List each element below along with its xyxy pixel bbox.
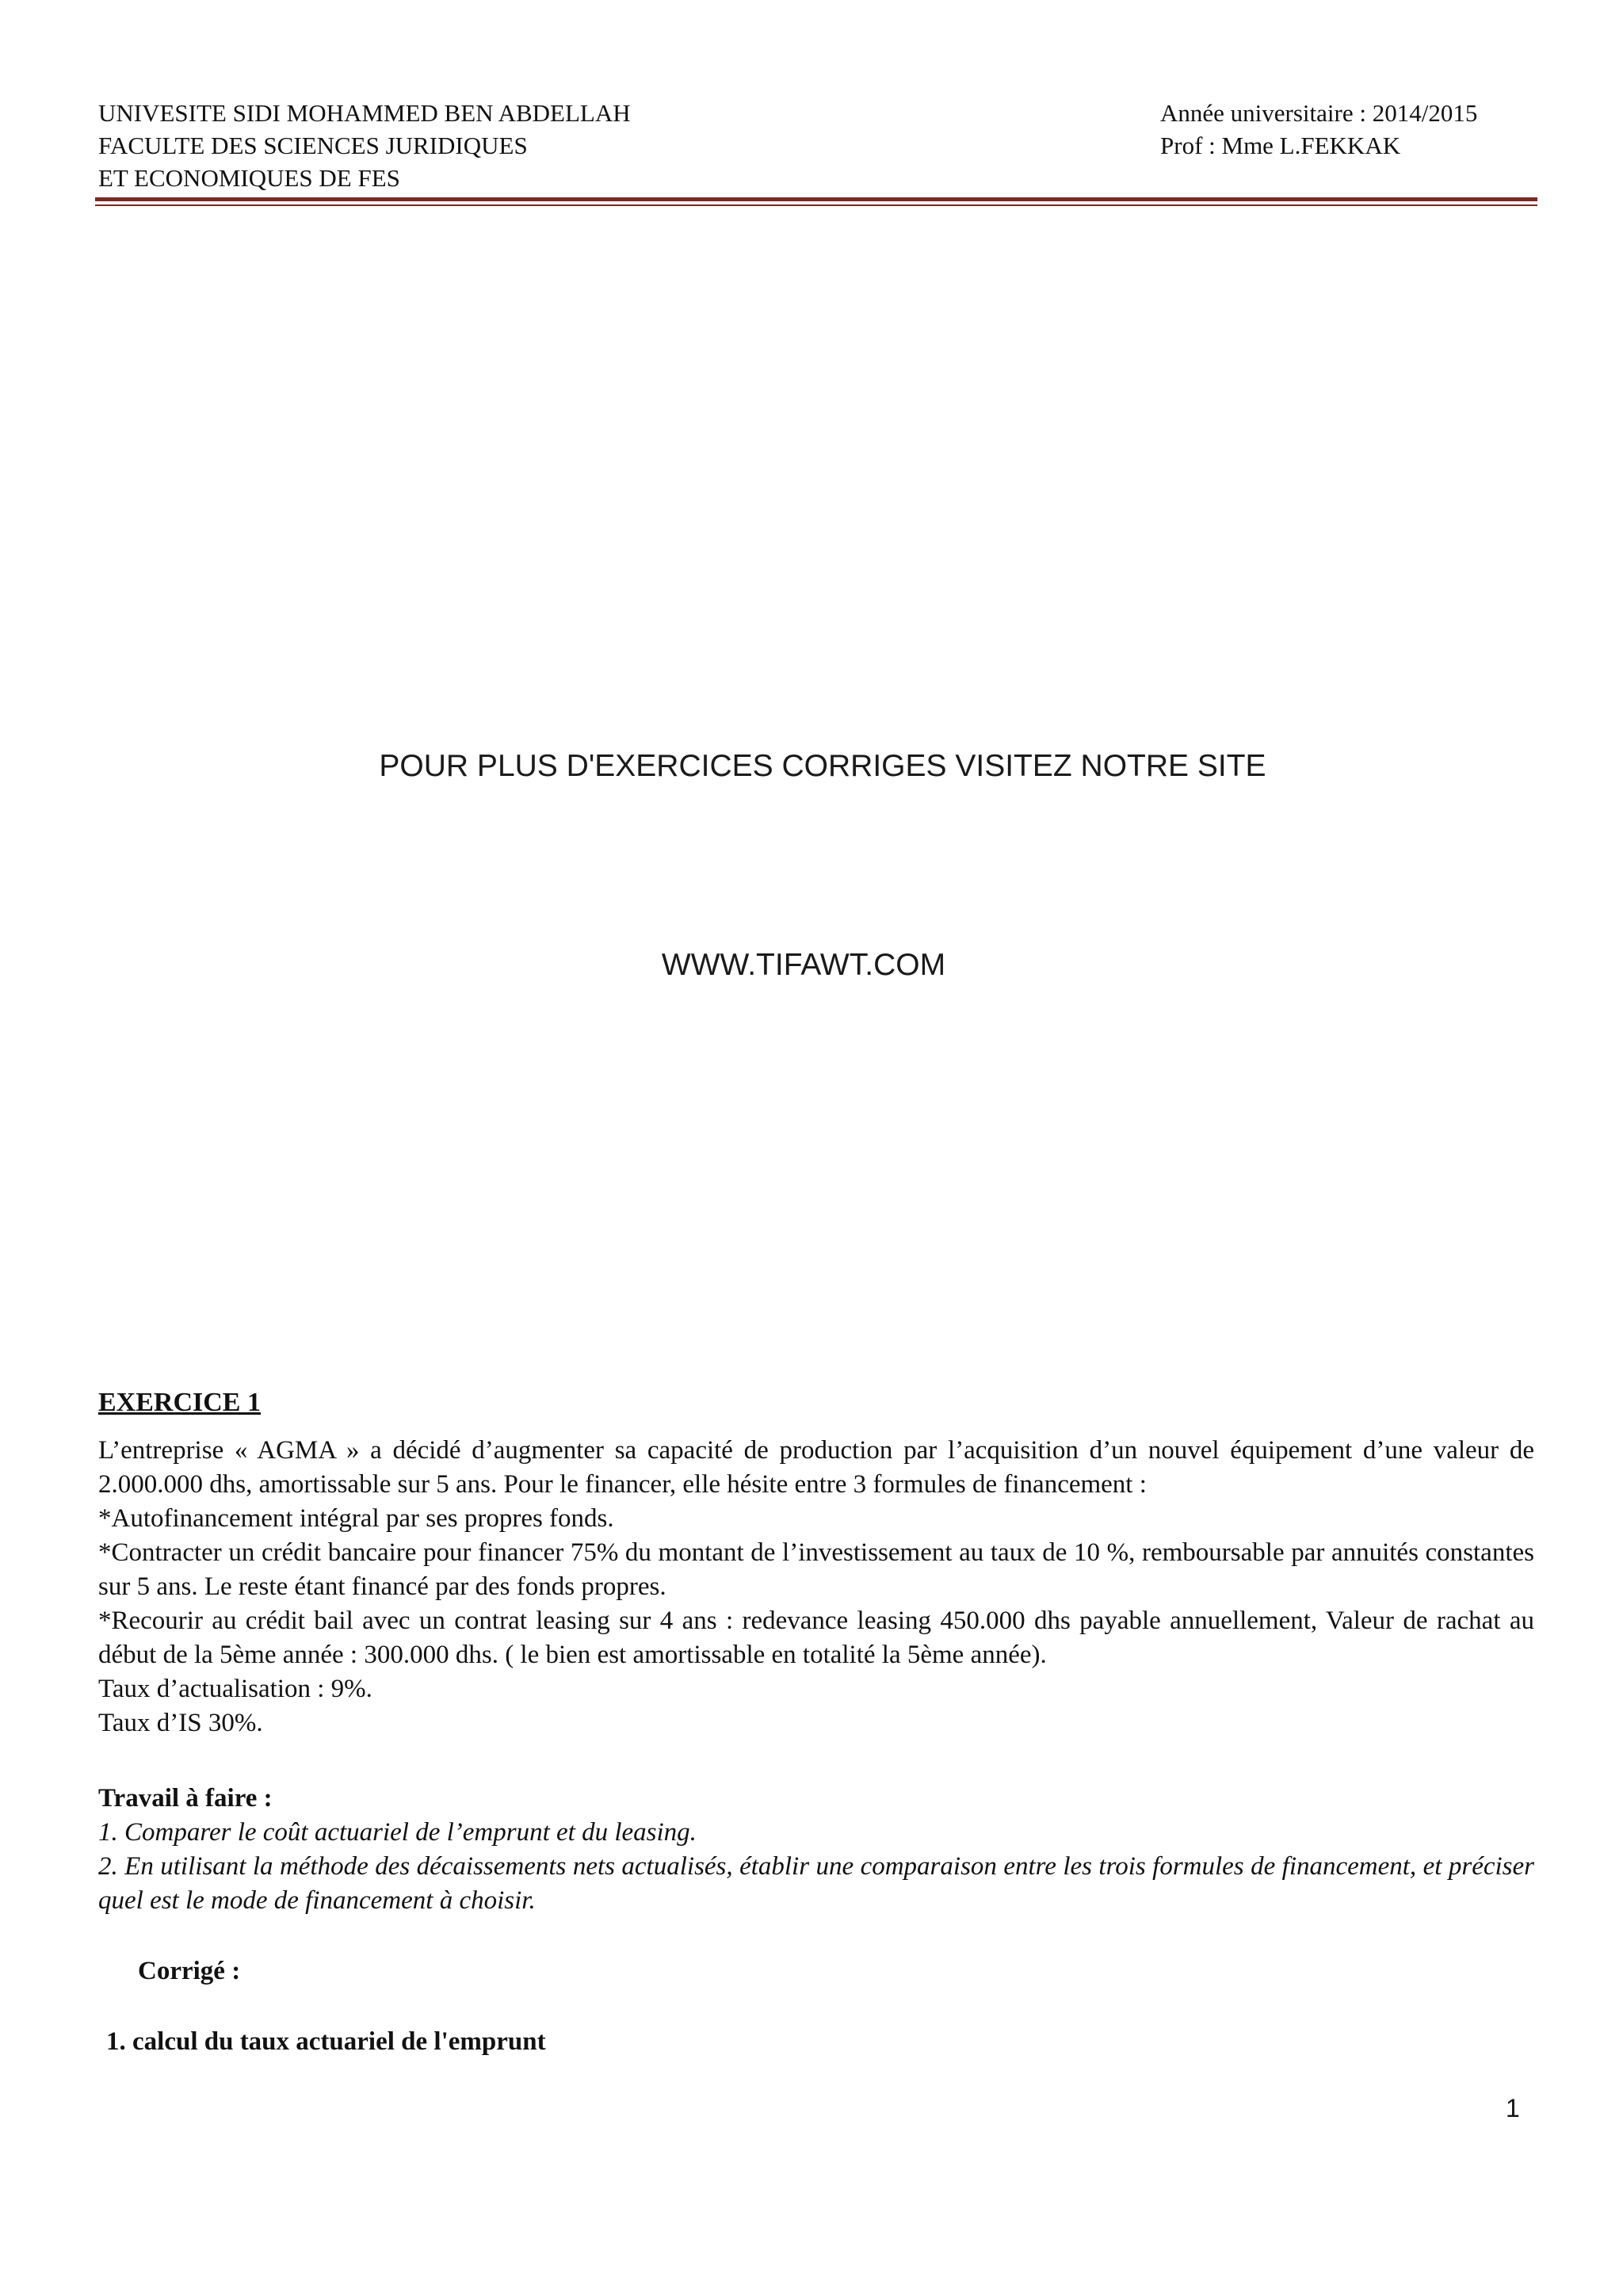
financing-option-2: *Contracter un crédit bancaire pour financer 75% du montant de l’investissement au taux de 10 %, remboursable par annuités constantes sur 5 ans. Le reste étant financé par des fonds propres.: [98, 1538, 1534, 1601]
header-faculty: FACULTE DES SCIENCES JURIDIQUES: [98, 132, 528, 159]
financing-option-1: *Autofinancement intégral par ses propres fonds.: [98, 1504, 614, 1533]
exercise-section: [98, 1385, 1534, 2059]
task-heading: Travail à faire :: [98, 1784, 273, 1813]
header-academic-year: Année universitaire : 2014/2015: [1160, 99, 1478, 127]
spacer: [98, 1740, 1534, 1782]
tax-rate: Taux d’IS 30%.: [98, 1709, 263, 1737]
header-institution: [98, 97, 970, 194]
header-professor: Prof : Mme L.FEKKAK: [1160, 132, 1401, 159]
exercise-intro: L’entreprise « AGMA » a décidé d’augmenter sa capacité de production par l’acquisition d’un nouvel équipement d’une valeur de 2.000.000 dhs, amortissable sur 5 ans. Pour le financer, elle hésite entre 3 formules de financement :: [98, 1436, 1534, 1499]
task-1: 1. Comparer le coût actuariel de l’emprunt et du leasing.: [98, 1818, 697, 1847]
discount-rate: Taux d’actualisation : 9%.: [98, 1675, 372, 1703]
page-number: 1: [1506, 2094, 1520, 2122]
header-university: UNIVESITE SIDI MOHAMMED BEN ABDELLAH: [98, 99, 631, 127]
header-rule-thick: [95, 197, 1537, 201]
calculation-heading: 1. calcul du taux actuariel de l'emprunt: [106, 2027, 546, 2056]
promo-website-link[interactable]: WWW.TIFAWT.COM: [661, 948, 946, 982]
financing-option-3: *Recourir au crédit bail avec un contrat leasing sur 4 ans : redevance leasing 450.000 dhs payable annuellement, Valeur de rachat au début de la 5ème année : 300.000 dhs. ( le bien est amortissable en totalité la 5ème année).: [98, 1606, 1534, 1669]
header-rule-thin: [95, 204, 1537, 206]
task-2: 2. En utilisant la méthode des décaissements nets actualisés, établir une comparaison entre les trois formules de financement, et préciser quel est le mode de financement à choisir.: [98, 1852, 1534, 1915]
header-course-info: [1160, 97, 1525, 162]
exercise-title: EXERCICE 1: [98, 1388, 261, 1417]
promo-banner-text: POUR PLUS D'EXERCICES CORRIGES VISITEZ NOTRE SITE: [379, 749, 1266, 783]
header-faculty-city: ET ECONOMIQUES DE FES: [98, 164, 400, 192]
corrige-heading: Corrigé :: [138, 1957, 241, 1985]
